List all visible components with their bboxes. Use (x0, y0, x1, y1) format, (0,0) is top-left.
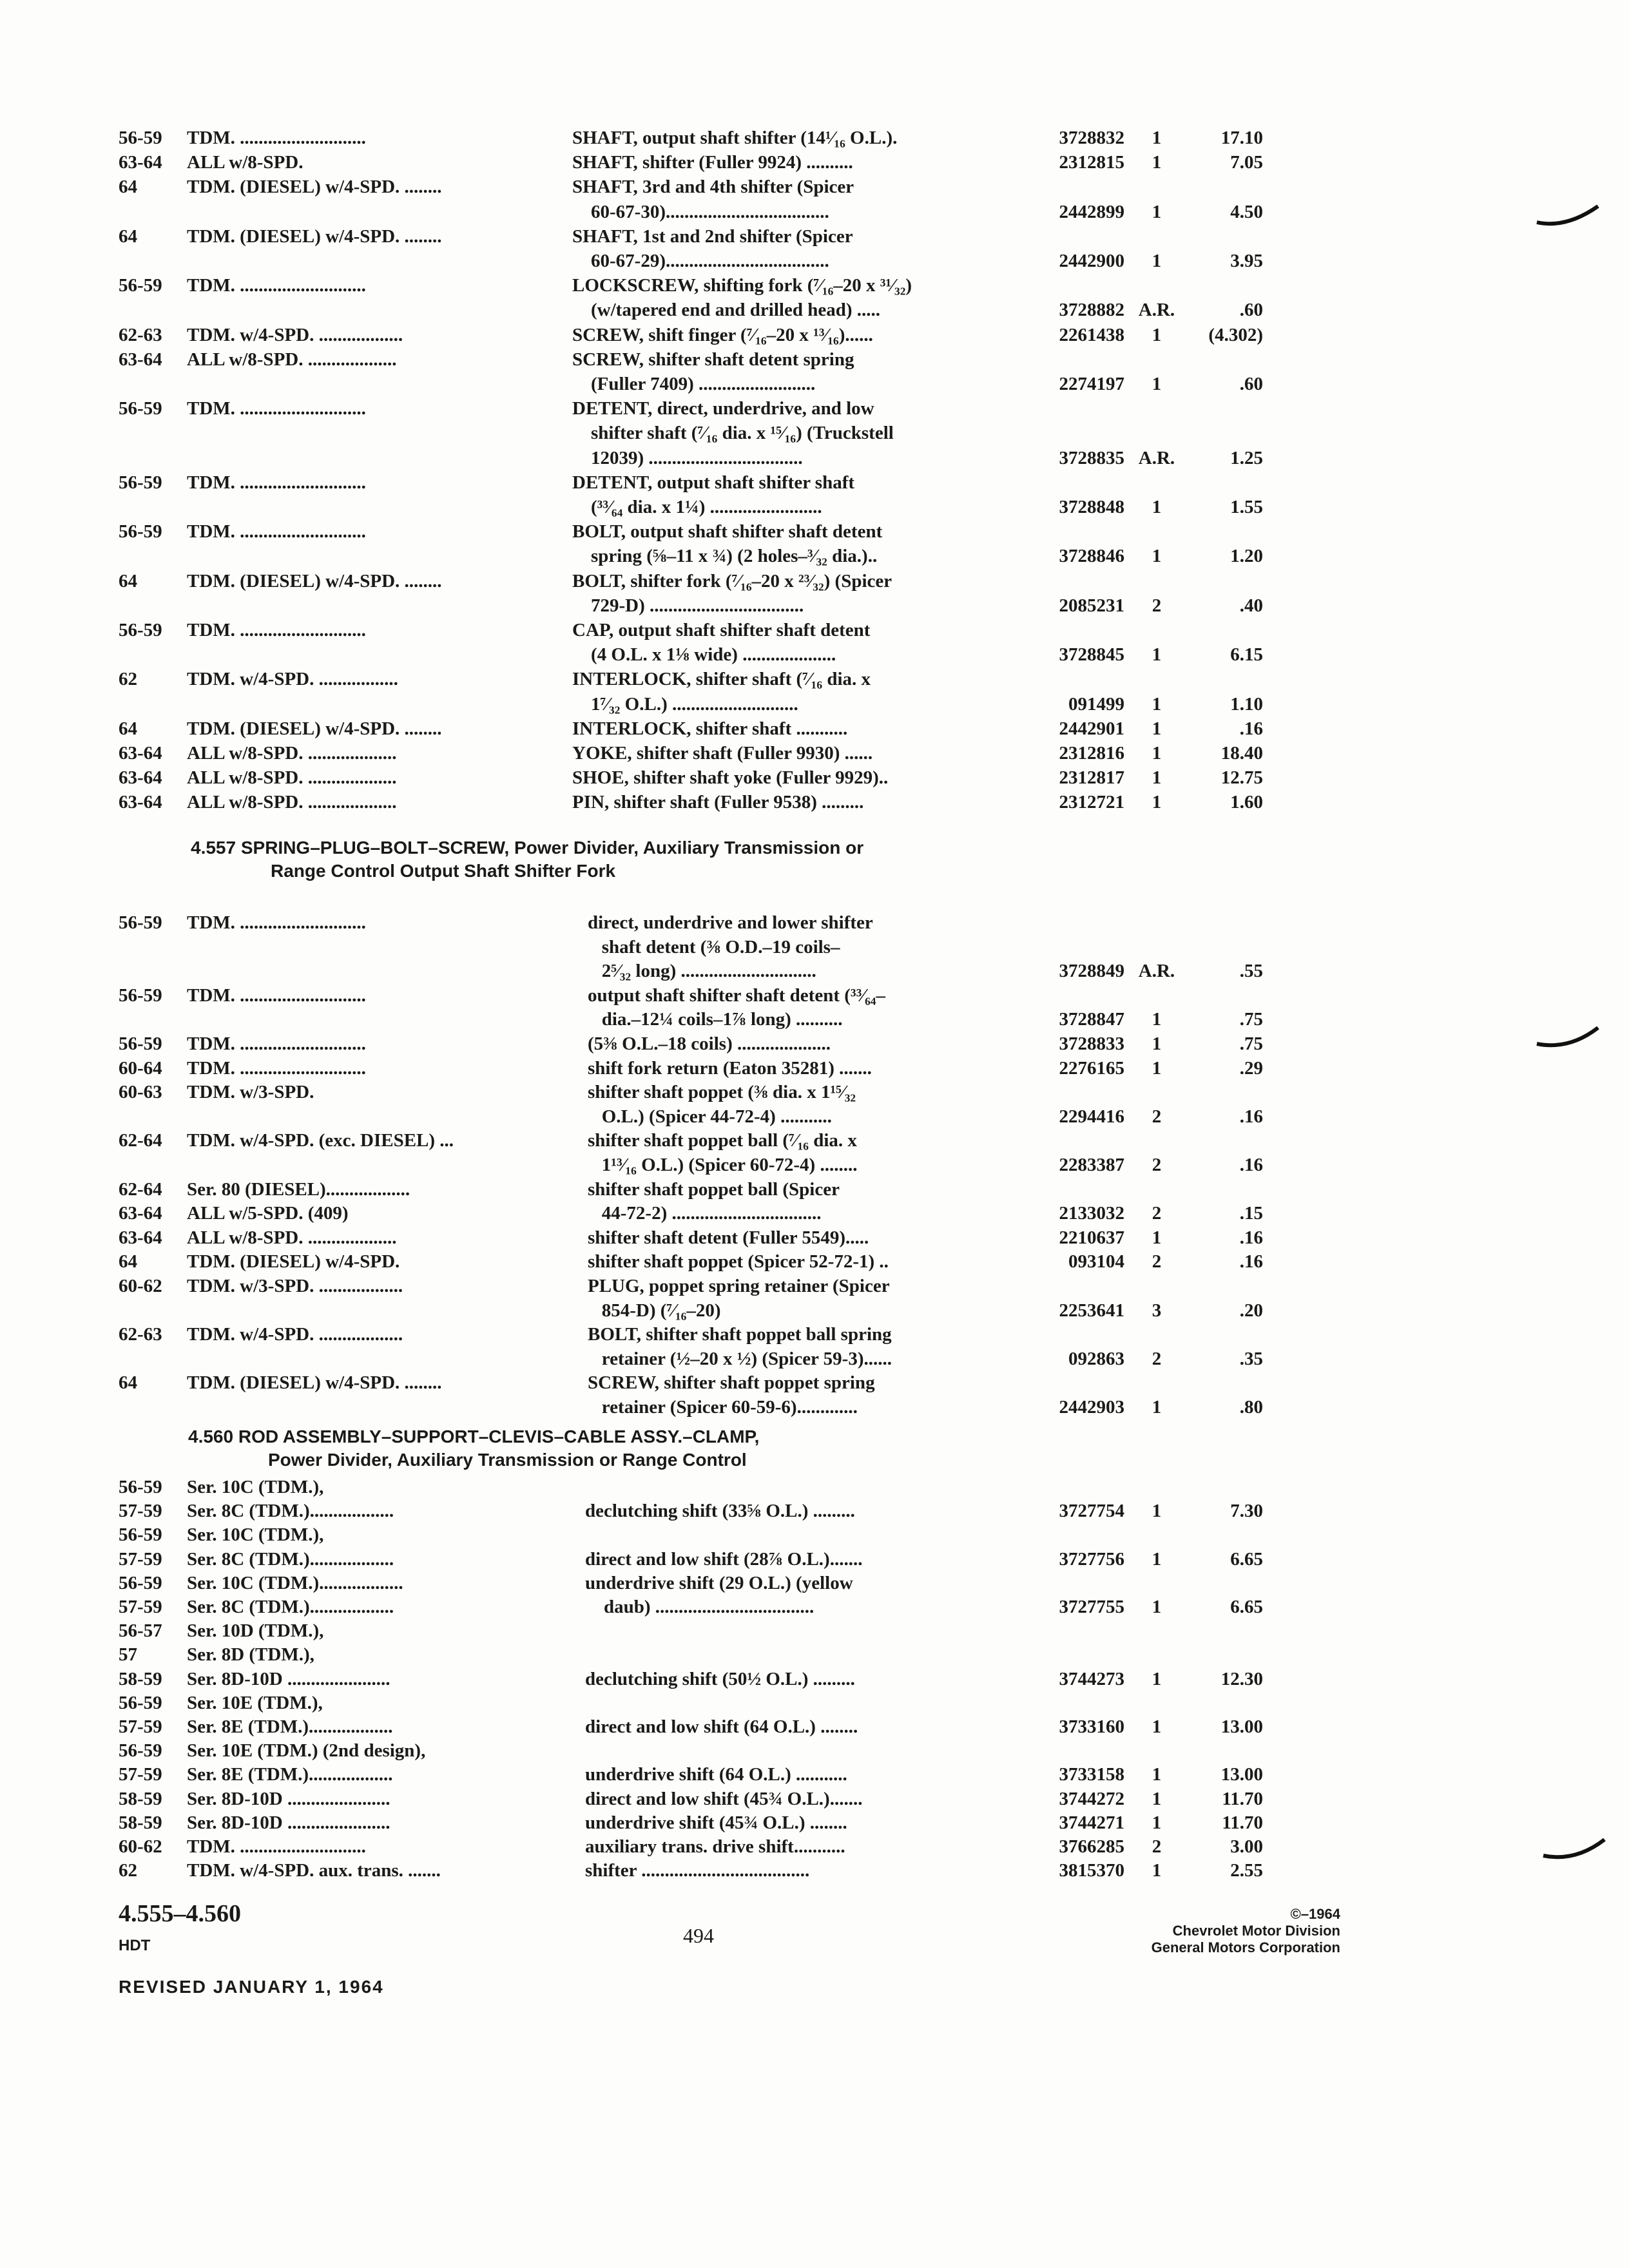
part-number: 3744271 (1059, 1812, 1124, 1833)
price: .75 (1239, 1009, 1263, 1030)
part-description: DETENT, direct, underdrive, and low (572, 398, 874, 419)
part-number: 3728882 (1059, 300, 1124, 321)
model-application: TDM. w/4-SPD. .................. (187, 324, 403, 345)
quantity: 2 (1152, 1836, 1162, 1857)
price: .80 (1239, 1397, 1263, 1418)
part-description: (5⅜ O.L.–18 coils) .................... (588, 1033, 831, 1054)
price: 3.00 (1230, 1836, 1263, 1857)
price: .16 (1239, 1227, 1263, 1248)
model-application: Ser. 10D (TDM.), (187, 1620, 324, 1642)
price: 2.55 (1230, 1860, 1263, 1881)
part-description: SHAFT, 1st and 2nd shifter (Spicer (572, 226, 853, 247)
model-year: 57-59 (119, 1764, 162, 1785)
publisher-block (1095, 1906, 1340, 1956)
model-year: 58-59 (119, 1668, 162, 1689)
part-number: 2442899 (1059, 201, 1124, 222)
part-number: 2312816 (1059, 743, 1124, 764)
model-application: Ser. 8D-10D ...................... (187, 1788, 390, 1809)
model-year: 56-59 (119, 1033, 162, 1054)
part-description: auxiliary trans. drive shift........... (585, 1836, 845, 1857)
part-number: 3815370 (1059, 1860, 1124, 1881)
model-year: 56-59 (119, 128, 162, 148)
section-range: 4.555–4.560 (119, 1900, 241, 1927)
part-description: PIN, shifter shaft (Fuller 9538) ......... (572, 792, 864, 813)
model-year: 63-64 (119, 349, 162, 370)
quantity: 3 (1152, 1300, 1162, 1321)
part-description: 1⁷⁄₃₂ O.L.) ........................... (572, 693, 798, 715)
section-title-line: 4.557 SPRING–PLUG–BOLT–SCREW, Power Divider, Auxiliary Transmission or (191, 838, 864, 858)
quantity: A.R. (1138, 961, 1175, 982)
part-number: 2133032 (1059, 1203, 1124, 1224)
part-number: 2210637 (1059, 1227, 1124, 1248)
division-line: Chevrolet Motor Division (1172, 1923, 1340, 1939)
part-number: 2085231 (1059, 595, 1124, 616)
punch-hole-mark-icon (1540, 1830, 1611, 1869)
model-application: ALL w/8-SPD. ................... (187, 767, 397, 789)
part-description: 44-72-2) ................................ (588, 1203, 822, 1224)
model-year: 58-59 (119, 1788, 162, 1809)
quantity: 2 (1152, 595, 1162, 616)
model-year: 56-59 (119, 620, 162, 640)
quantity: 1 (1152, 251, 1162, 271)
punch-hole-mark-icon (1534, 1018, 1605, 1057)
model-application: TDM. (DIESEL) w/4-SPD. ........ (187, 1372, 442, 1394)
model-application: ALL w/8-SPD. ................... (187, 743, 397, 764)
quantity: 1 (1152, 1009, 1162, 1030)
quantity: 1 (1152, 693, 1162, 715)
quantity: 2 (1152, 1251, 1162, 1273)
model-year: 62-63 (119, 324, 162, 345)
price: .60 (1239, 300, 1263, 321)
model-application: TDM. (DIESEL) w/4-SPD. ........ (187, 177, 442, 198)
model-application: Ser. 8C (TDM.).................. (187, 1501, 394, 1522)
quantity: 2 (1152, 1106, 1162, 1127)
model-application: TDM. ........................... (187, 1033, 366, 1054)
price: (4.302) (1208, 324, 1263, 345)
price: 13.00 (1220, 1764, 1263, 1785)
part-description: PLUG, poppet spring retainer (Spicer (588, 1276, 890, 1296)
part-number: 2294416 (1059, 1106, 1124, 1127)
part-number: 093104 (1068, 1251, 1124, 1273)
part-description: (³³⁄₆₄ dia. x 1¼) ........................ (572, 497, 822, 517)
part-description: SHAFT, 3rd and 4th shifter (Spicer (572, 177, 854, 198)
price: 4.50 (1230, 201, 1263, 222)
quantity: 1 (1152, 497, 1162, 517)
model-year: 56-59 (119, 1477, 162, 1497)
part-description: retainer (½–20 x ½) (Spicer 59-3)...... (588, 1348, 892, 1369)
section-subtitle-line: Range Control Output Shaft Shifter Fork (271, 861, 616, 881)
revised-date: REVISED JANUARY 1, 1964 (119, 1977, 384, 1997)
section-title-line: 4.560 ROD ASSEMBLY–SUPPORT–CLEVIS–CABLE ASSY.–CLAMP, (188, 1427, 760, 1446)
model-application: ALL w/5-SPD. (409) (187, 1203, 349, 1224)
part-description: INTERLOCK, shifter shaft ........... (572, 718, 848, 739)
part-number: 3727755 (1059, 1597, 1124, 1617)
quantity: 1 (1152, 374, 1162, 394)
price: .55 (1239, 961, 1263, 982)
quantity: 2 (1152, 1348, 1162, 1369)
model-year: 57-59 (119, 1501, 162, 1522)
model-year: 64 (119, 1372, 137, 1394)
model-application: TDM. ........................... (187, 620, 366, 640)
model-application: Ser. 10C (TDM.).................. (187, 1572, 403, 1593)
quantity: 1 (1152, 1788, 1162, 1809)
price: .16 (1239, 1155, 1263, 1175)
section-subtitle-line: Power Divider, Auxiliary Transmission or Range Control (268, 1450, 747, 1470)
model-year: 64 (119, 1251, 137, 1273)
part-description: SHOE, shifter shaft yoke (Fuller 9929).. (572, 767, 889, 789)
model-application: Ser. 8C (TDM.).................. (187, 1548, 394, 1570)
part-number: 092863 (1068, 1348, 1124, 1369)
model-application: ALL w/8-SPD. (187, 152, 304, 173)
model-year: 63-64 (119, 152, 162, 173)
price: 7.05 (1230, 152, 1263, 173)
section-heading-4-560 (188, 1425, 759, 1472)
price: 13.00 (1220, 1716, 1263, 1737)
part-number: 3728847 (1059, 1009, 1124, 1030)
price: 12.30 (1220, 1668, 1263, 1689)
part-description: shifter shaft poppet ball (Spicer (588, 1178, 840, 1200)
model-application: TDM. ........................... (187, 1057, 366, 1079)
quantity: 1 (1152, 201, 1162, 222)
part-description: shaft detent (⅜ O.D.–19 coils– (588, 936, 840, 957)
part-description: 60-67-30)................................... (572, 201, 829, 222)
model-application: ALL w/8-SPD. ................... (187, 349, 397, 370)
part-description: direct and low shift (45¾ O.L.)....... (585, 1788, 863, 1809)
model-application: Ser. 8D-10D ...................... (187, 1668, 390, 1689)
part-description: SHAFT, shifter (Fuller 9924) .......... (572, 152, 853, 173)
part-description: (w/tapered end and drilled head) ..... (572, 300, 881, 321)
page-number: 494 (683, 1924, 714, 1947)
part-description: underdrive shift (64 O.L.) ........... (585, 1764, 847, 1785)
part-number: 3728845 (1059, 644, 1124, 666)
model-year: 56-59 (119, 1692, 162, 1713)
quantity: 1 (1152, 1548, 1162, 1570)
quantity: 1 (1152, 1812, 1162, 1833)
price: .16 (1239, 1251, 1263, 1273)
model-year: 60-63 (119, 1082, 162, 1103)
model-application: TDM. ........................... (187, 985, 366, 1006)
model-year: 63-64 (119, 1227, 162, 1248)
price: .20 (1239, 1300, 1263, 1321)
part-number: 2312815 (1059, 152, 1124, 173)
price: .16 (1239, 1106, 1263, 1127)
model-application: Ser. 10E (TDM.) (2nd design), (187, 1740, 426, 1762)
quantity: 1 (1152, 1668, 1162, 1689)
quantity: 1 (1152, 1501, 1162, 1522)
part-description: 1¹³⁄₁₆ O.L.) (Spicer 60-72-4) ........ (588, 1155, 858, 1175)
part-number: 2312721 (1059, 792, 1124, 813)
part-number: 091499 (1068, 693, 1124, 715)
model-application: Ser. 8E (TDM.).................. (187, 1716, 393, 1737)
model-application: TDM. ........................... (187, 275, 366, 296)
model-year: 64 (119, 226, 137, 247)
price: 1.20 (1230, 546, 1263, 567)
model-year: 64 (119, 570, 137, 591)
part-number: 2253641 (1059, 1300, 1124, 1321)
model-application: TDM. (DIESEL) w/4-SPD. ........ (187, 718, 442, 739)
quantity: 1 (1152, 718, 1162, 739)
part-description: DETENT, output shaft shifter shaft (572, 472, 855, 493)
part-description: (Fuller 7409) ......................... (572, 374, 816, 394)
price: .40 (1239, 595, 1263, 616)
part-number: 3728846 (1059, 546, 1124, 567)
quantity: 1 (1152, 1860, 1162, 1881)
section-heading-4-557 (191, 836, 863, 883)
quantity: 1 (1152, 1227, 1162, 1248)
model-year: 57-59 (119, 1716, 162, 1737)
model-year: 56-59 (119, 1572, 162, 1593)
model-year: 60-62 (119, 1836, 162, 1857)
price: .75 (1239, 1033, 1263, 1054)
model-application: Ser. 80 (DIESEL).................. (187, 1178, 410, 1200)
price: 18.40 (1220, 743, 1263, 764)
copyright-line: ©–1964 (1290, 1906, 1340, 1922)
quantity: 2 (1152, 1155, 1162, 1175)
model-application: TDM. w/3-SPD. .................. (187, 1276, 403, 1296)
part-description: underdrive shift (45¾ O.L.) ........ (585, 1812, 847, 1833)
model-application: Ser. 10C (TDM.), (187, 1477, 324, 1497)
part-description: shifter .................................... (585, 1860, 810, 1881)
price: 7.30 (1230, 1501, 1263, 1522)
model-year: 63-64 (119, 743, 162, 764)
model-year: 57-59 (119, 1548, 162, 1570)
part-number: 2442903 (1059, 1397, 1124, 1418)
part-description: SCREW, shifter shaft detent spring (572, 349, 854, 370)
part-description: BOLT, shifter shaft poppet ball spring (588, 1324, 892, 1345)
quantity: 1 (1152, 644, 1162, 666)
model-year: 63-64 (119, 792, 162, 813)
model-application: TDM. (DIESEL) w/4-SPD. ........ (187, 226, 442, 247)
part-description: SCREW, shift finger (⁷⁄₁₆–20 x ¹³⁄₁₆)...... (572, 324, 873, 345)
price: 1.55 (1230, 497, 1263, 517)
corporation-line: General Motors Corporation (1151, 1939, 1340, 1956)
part-description: spring (⅝–11 x ¾) (2 holes–³⁄₃₂ dia.).. (572, 546, 878, 567)
price: 1.60 (1230, 792, 1263, 813)
part-number: 2283387 (1059, 1155, 1124, 1175)
model-year: 62-64 (119, 1178, 162, 1200)
model-year: 60-62 (119, 1276, 162, 1296)
model-application: Ser. 10C (TDM.), (187, 1524, 324, 1546)
part-description: shifter shaft detent (Fuller 5549)..... (588, 1227, 869, 1248)
quantity: 1 (1152, 792, 1162, 813)
part-description: 12039) ................................. (572, 447, 803, 468)
model-year: 56-59 (119, 275, 162, 296)
model-application: TDM. (DIESEL) w/4-SPD. ........ (187, 570, 442, 591)
part-description: BOLT, output shaft shifter shaft detent (572, 521, 883, 543)
part-description: underdrive shift (29 O.L.) (yellow (585, 1572, 853, 1593)
quantity: 1 (1152, 767, 1162, 789)
model-year: 56-59 (119, 521, 162, 543)
quantity: 1 (1152, 1597, 1162, 1617)
part-number: 3727756 (1059, 1548, 1124, 1570)
model-year: 56-59 (119, 985, 162, 1006)
price: 17.10 (1220, 128, 1263, 148)
model-year: 64 (119, 718, 137, 739)
quantity: 1 (1152, 546, 1162, 567)
price: 6.65 (1230, 1548, 1263, 1570)
quantity: 2 (1152, 1203, 1162, 1224)
part-description: declutching shift (33⅝ O.L.) ......... (585, 1501, 855, 1522)
part-number: 3744272 (1059, 1788, 1124, 1809)
part-description: YOKE, shifter shaft (Fuller 9930) ...... (572, 743, 873, 764)
part-description: O.L.) (Spicer 44-72-4) ........... (588, 1106, 832, 1127)
punch-hole-mark-icon (1534, 193, 1605, 232)
price: .29 (1239, 1057, 1263, 1079)
part-description: 2⁵⁄₃₂ long) ............................. (588, 961, 816, 982)
price: 12.75 (1220, 767, 1263, 789)
model-year: 56-59 (119, 472, 162, 493)
part-description: output shaft shifter shaft detent (³³⁄₆₄– (588, 985, 886, 1006)
model-application: TDM. w/4-SPD. aux. trans. ....... (187, 1860, 441, 1881)
part-description: daub) .................................. (585, 1597, 815, 1617)
model-year: 60-64 (119, 1057, 162, 1079)
quantity: 1 (1152, 128, 1162, 148)
model-year: 56-59 (119, 912, 162, 933)
hdt-label: HDT (119, 1937, 151, 1954)
quantity: 1 (1152, 1764, 1162, 1785)
quantity: 1 (1152, 1397, 1162, 1418)
part-description: shifter shaft poppet ball (⁷⁄₁₆ dia. x (588, 1130, 857, 1151)
part-description: CAP, output shaft shifter shaft detent (572, 620, 871, 640)
price: 6.65 (1230, 1597, 1263, 1617)
model-application: TDM. ........................... (187, 398, 366, 419)
model-application: TDM. ........................... (187, 128, 366, 148)
price: 3.95 (1230, 251, 1263, 271)
model-application: Ser. 10E (TDM.), (187, 1692, 323, 1713)
part-number: 2442900 (1059, 251, 1124, 271)
price: .35 (1239, 1348, 1263, 1369)
model-application: TDM. w/4-SPD. (exc. DIESEL) ... (187, 1130, 454, 1151)
model-year: 64 (119, 177, 137, 198)
part-description: INTERLOCK, shifter shaft (⁷⁄₁₆ dia. x (572, 669, 871, 690)
part-description: LOCKSCREW, shifting fork (⁷⁄₁₆–20 x ³¹⁄₃₂) (572, 275, 912, 296)
part-number: 2312817 (1059, 767, 1124, 789)
model-application: TDM. ........................... (187, 912, 366, 933)
price: 1.25 (1230, 447, 1263, 468)
model-application: Ser. 8D (TDM.), (187, 1644, 314, 1666)
part-number: 2274197 (1059, 374, 1124, 394)
part-description: BOLT, shifter fork (⁷⁄₁₆–20 x ²³⁄₃₂) (Spicer (572, 570, 892, 591)
part-description: shift fork return (Eaton 35281) ....... (588, 1057, 872, 1079)
model-year: 62 (119, 669, 137, 690)
quantity: 1 (1152, 152, 1162, 173)
part-number: 3728848 (1059, 497, 1124, 517)
price: .16 (1239, 718, 1263, 739)
part-description: shifter shaft (⁷⁄₁₆ dia. x ¹⁵⁄₁₆) (Truckstell (572, 423, 894, 444)
model-year: 57 (119, 1644, 137, 1666)
price: 1.10 (1230, 693, 1263, 715)
model-application: TDM. w/4-SPD. ................. (187, 669, 398, 690)
model-year: 56-57 (119, 1620, 162, 1642)
part-number: 3728832 (1059, 128, 1124, 148)
model-year: 57-59 (119, 1597, 162, 1617)
model-application: TDM. w/4-SPD. .................. (187, 1324, 403, 1345)
part-description: SHAFT, output shaft shifter (14¹⁄₁₆ O.L.). (572, 128, 898, 148)
quantity: 1 (1152, 743, 1162, 764)
model-application: ALL w/8-SPD. ................... (187, 792, 397, 813)
part-description: 729-D) ................................. (572, 595, 804, 616)
model-year: 56-59 (119, 398, 162, 419)
part-description: declutching shift (50½ O.L.) ......... (585, 1668, 855, 1689)
quantity: 1 (1152, 1057, 1162, 1079)
part-description: shifter shaft poppet (Spicer 52-72-1) .. (588, 1251, 889, 1273)
model-year: 63-64 (119, 1203, 162, 1224)
model-application: ALL w/8-SPD. ................... (187, 1227, 397, 1248)
price: 11.70 (1222, 1812, 1263, 1833)
model-application: TDM. ........................... (187, 472, 366, 493)
quantity: 1 (1152, 1033, 1162, 1054)
price: .15 (1239, 1203, 1263, 1224)
part-number: 2261438 (1059, 324, 1124, 345)
part-number: 3728849 (1059, 961, 1124, 982)
model-year: 63-64 (119, 767, 162, 789)
part-description: direct and low shift (64 O.L.) ........ (585, 1716, 858, 1737)
model-application: TDM. ........................... (187, 521, 366, 543)
quantity: 1 (1152, 1716, 1162, 1737)
price: 11.70 (1222, 1788, 1263, 1809)
quantity: A.R. (1138, 300, 1175, 321)
price: .60 (1239, 374, 1263, 394)
model-year: 58-59 (119, 1812, 162, 1833)
price: 6.15 (1230, 644, 1263, 666)
model-application: TDM. w/3-SPD. (187, 1082, 314, 1103)
part-description: (4 O.L. x 1⅛ wide) .................... (572, 644, 836, 666)
model-year: 56-59 (119, 1740, 162, 1762)
model-year: 56-59 (119, 1524, 162, 1546)
part-description: direct, underdrive and lower shifter (588, 912, 873, 933)
part-description: 854-D) (⁷⁄₁₆–20) (588, 1300, 721, 1321)
part-description: shifter shaft poppet (⅜ dia. x 1¹⁵⁄₃₂ (588, 1082, 856, 1103)
quantity: A.R. (1138, 447, 1175, 468)
part-description: 60-67-29)................................... (572, 251, 829, 271)
part-description: dia.–12¼ coils–1⅞ long) .......... (588, 1009, 843, 1030)
part-number: 3744273 (1059, 1668, 1124, 1689)
part-description: direct and low shift (28⅞ O.L.)....... (585, 1548, 863, 1570)
part-description: SCREW, shifter shaft poppet spring (588, 1372, 875, 1394)
quantity: 1 (1152, 324, 1162, 345)
model-application: TDM. (DIESEL) w/4-SPD. (187, 1251, 400, 1273)
model-application: Ser. 8D-10D ...................... (187, 1812, 390, 1833)
part-number: 3733158 (1059, 1764, 1124, 1785)
part-number: 3766285 (1059, 1836, 1124, 1857)
model-application: Ser. 8C (TDM.).................. (187, 1597, 394, 1617)
part-number: 3733160 (1059, 1716, 1124, 1737)
part-number: 3727754 (1059, 1501, 1124, 1522)
part-number: 2442901 (1059, 718, 1124, 739)
part-number: 2276165 (1059, 1057, 1124, 1079)
model-year: 62 (119, 1860, 137, 1881)
model-year: 62-64 (119, 1130, 162, 1151)
model-year: 62-63 (119, 1324, 162, 1345)
part-number: 3728835 (1059, 447, 1124, 468)
model-application: TDM. ........................... (187, 1836, 366, 1857)
part-number: 3728833 (1059, 1033, 1124, 1054)
model-application: Ser. 8E (TDM.).................. (187, 1764, 393, 1785)
part-description: retainer (Spicer 60-59-6)............. (588, 1397, 858, 1418)
